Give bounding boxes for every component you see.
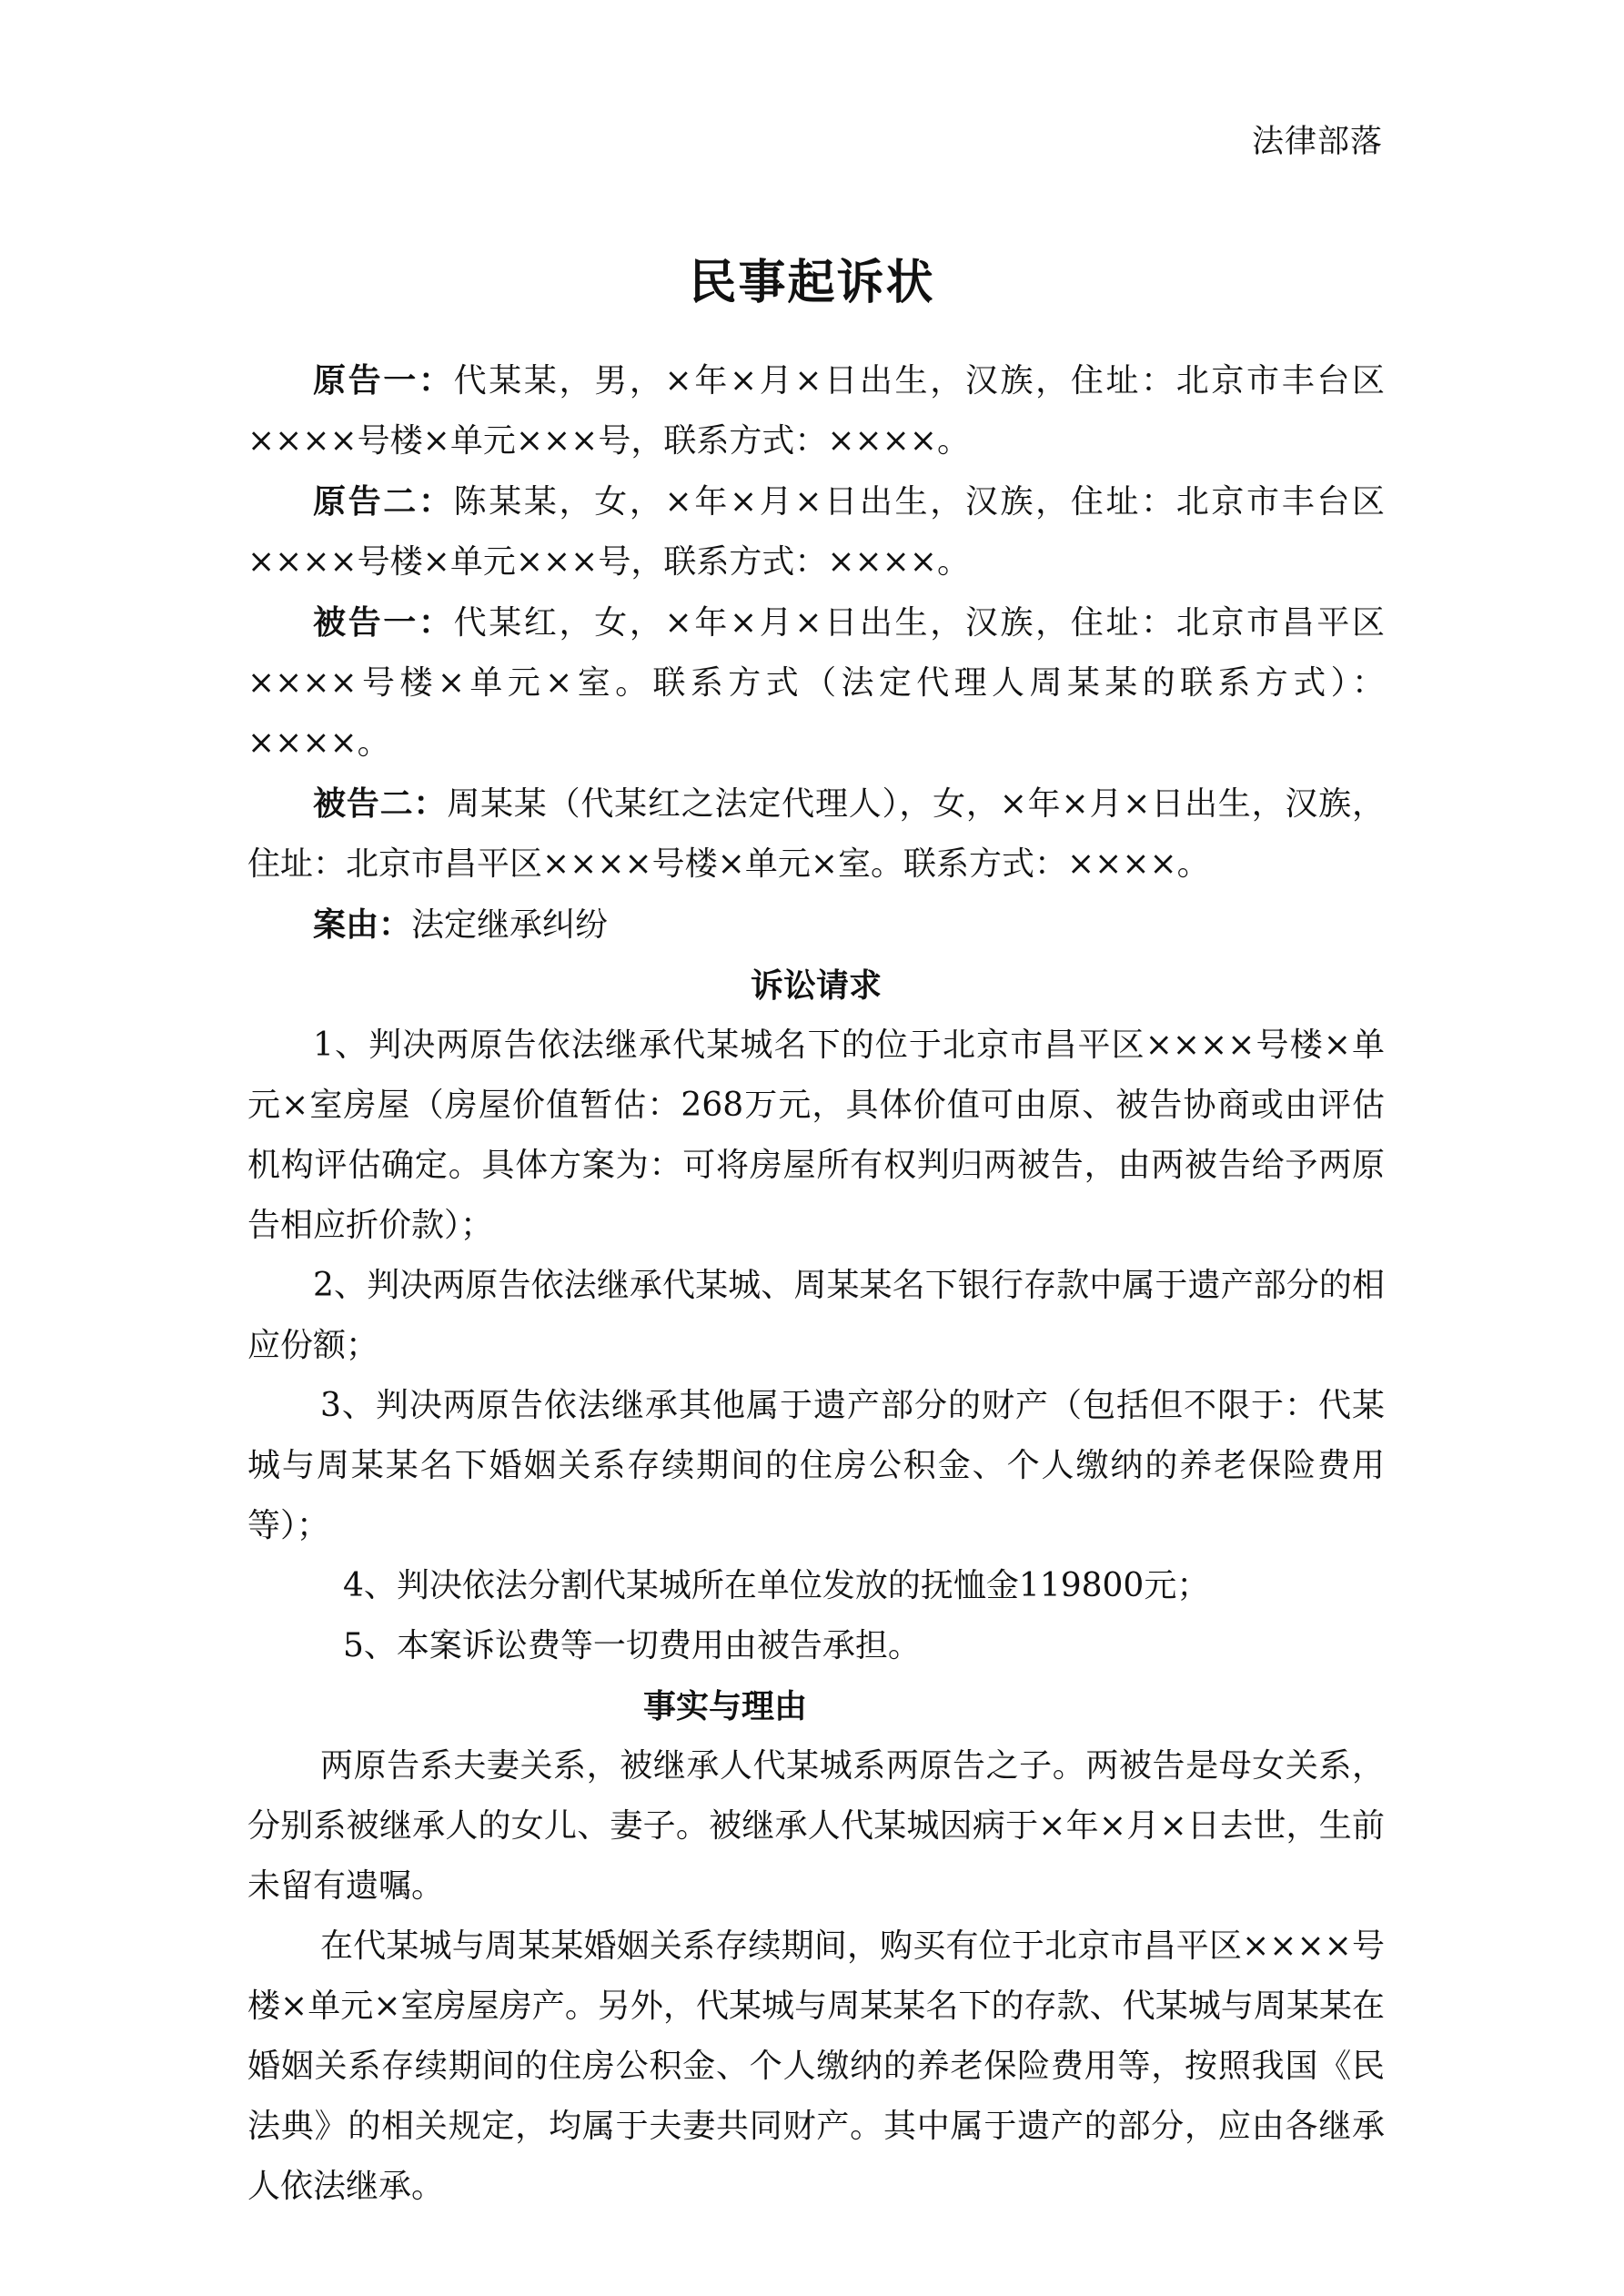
document-body	[247, 350, 1385, 2217]
claim-item-2: 2、判决两原告依法继承代某城、周某某名下银行存款中属于遗产部分的相应份额；	[247, 1267, 1385, 1364]
document-title: 民事起诉状	[689, 255, 935, 310]
header-brand: 法律部落	[1251, 124, 1383, 160]
party-text: 周某某（代某红之法定代理人），女，×年×月×日出生，汉族，住址：北京市昌平区××××号楼×单元×室。联系方式：××××。	[247, 785, 1385, 883]
party-defendant-1	[247, 592, 1385, 774]
party-label: 原告一：	[313, 361, 454, 400]
party-plaintiff-2	[247, 471, 1385, 592]
claim-item-5: 5、本案诉讼费等一切费用由被告承担。	[343, 1627, 921, 1664]
cause-label: 案由：	[313, 905, 412, 944]
claim-item-3: 3、判决两原告依法继承其他属于遗产部分的财产（包括但不限于：代某城与周某某名下婚姻关系存续期间的住房公积金、个人缴纳的养老保险费用等）；	[247, 1387, 1385, 1544]
facts-heading: 事实与理由	[643, 1687, 808, 1725]
party-label: 原告二：	[313, 482, 454, 521]
party-label: 被告一：	[313, 603, 454, 642]
party-plaintiff-1	[247, 350, 1385, 471]
case-cause	[247, 895, 1385, 956]
facts-paragraph-1: 两原告系夫妻关系，被继承人代某城系两原告之子。两被告是母女关系，分别系被继承人的女儿、妻子。被继承人代某城因病于×年×月×日去世，生前未留有遗嘱。	[247, 1747, 1385, 1905]
claims-heading: 诉讼请求	[750, 966, 882, 1005]
party-text: 代某红，女，×年×月×日出生，汉族，住址：北京市昌平区××××号楼×单元×室。联系方式（法定代理人周某某的联系方式）：××××。	[247, 604, 1385, 762]
party-defendant-2	[247, 774, 1385, 895]
cause-text: 法定继承纠纷	[411, 906, 609, 944]
party-label: 被告二：	[313, 784, 448, 823]
party-text: 代某某，男，×年×月×日出生，汉族，住址：北京市丰台区××××号楼×单元×××号，联系方式：××××。	[247, 362, 1385, 460]
claim-item-4: 4、判决依法分割代某城所在单位发放的抚恤金119800元；	[343, 1567, 1210, 1604]
party-text: 陈某某，女，×年×月×日出生，汉族，住址：北京市丰台区××××号楼×单元×××号，联系方式：××××。	[247, 483, 1385, 581]
claim-item-1: 1、判决两原告依法继承代某城名下的位于北京市昌平区××××号楼×单元×室房屋（房屋价值暂估：268万元，具体价值可由原、被告协商或由评估机构评估确定。具体方案为：可将房屋所有权判归两被告，由两被告给予两原告相应折价款）；	[247, 1027, 1385, 1244]
facts-paragraph-2: 在代某城与周某某婚姻关系存续期间，购买有位于北京市昌平区××××号楼×单元×室房屋房产。另外，代某城与周某某名下的存款、代某城与周某某在婚姻关系存续期间的住房公积金、个人缴纳的养老保险费用等，按照我国《民法典》的相关规定，均属于夫妻共同财产。其中属于遗产的部分，应由各继承人依法继承。	[247, 1927, 1385, 2205]
